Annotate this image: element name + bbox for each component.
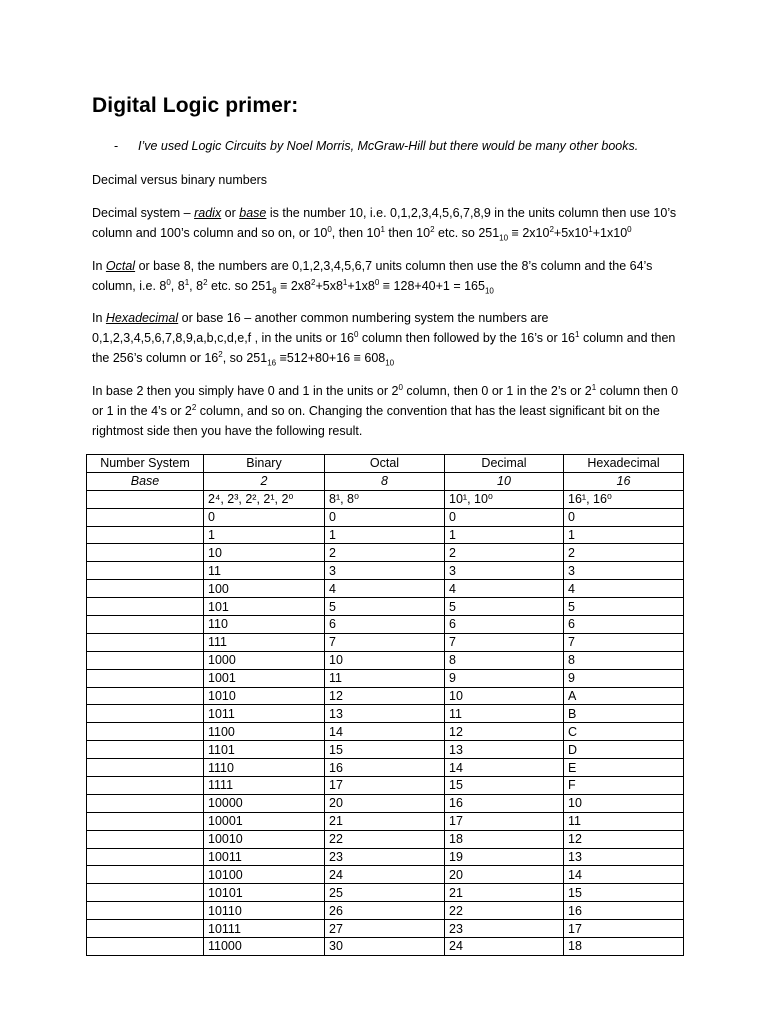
- decimal-cell: 14: [445, 759, 564, 777]
- binary-cell: 11: [204, 562, 325, 580]
- decimal-cell: 1: [445, 526, 564, 544]
- powers-binary: 2⁴, 2³, 2², 2¹, 2⁰: [204, 490, 325, 508]
- octal-cell: 13: [325, 705, 445, 723]
- hex-cell: 11: [564, 812, 684, 830]
- hex-cell: 4: [564, 580, 684, 598]
- binary-cell: 10001: [204, 812, 325, 830]
- octal-cell: 23: [325, 848, 445, 866]
- table-row: [87, 580, 684, 598]
- binary-cell: 10000: [204, 794, 325, 812]
- row-empty-cell: [87, 580, 204, 598]
- bullet-text: I’ve used Logic Circuits by Noel Morris, McGraw-Hill but there would be many other books.: [138, 139, 639, 153]
- octal-cell: 12: [325, 687, 445, 705]
- base-decimal: 10: [445, 472, 564, 490]
- binary-cell: 1000: [204, 651, 325, 669]
- binary-cell: 1001: [204, 669, 325, 687]
- row-empty-cell: [87, 705, 204, 723]
- decimal-cell: 0: [445, 508, 564, 526]
- table-row: [87, 759, 684, 777]
- row-empty-cell: [87, 633, 204, 651]
- base-hexadecimal: 16: [564, 472, 684, 490]
- base-binary: 2: [204, 472, 325, 490]
- octal-cell: 22: [325, 830, 445, 848]
- table-row: [87, 794, 684, 812]
- row-empty-cell: [87, 562, 204, 580]
- row-empty-cell: [87, 616, 204, 634]
- octal-cell: 7: [325, 633, 445, 651]
- hex-cell: 2: [564, 544, 684, 562]
- table-row: [87, 508, 684, 526]
- hex-cell: 8: [564, 651, 684, 669]
- hex-cell: 3: [564, 562, 684, 580]
- binary-cell: 0: [204, 508, 325, 526]
- binary-cell: 1011: [204, 705, 325, 723]
- binary-cell: 1100: [204, 723, 325, 741]
- decimal-cell: 9: [445, 669, 564, 687]
- row-empty-cell: [87, 687, 204, 705]
- row-empty-cell: [87, 812, 204, 830]
- table-row: [87, 723, 684, 741]
- decimal-cell: 4: [445, 580, 564, 598]
- binary-cell: 10111: [204, 920, 325, 938]
- binary-cell: 10101: [204, 884, 325, 902]
- row-empty-cell: [87, 848, 204, 866]
- table-row: [87, 616, 684, 634]
- octal-cell: 6: [325, 616, 445, 634]
- octal-cell: 17: [325, 777, 445, 795]
- hex-cell: C: [564, 723, 684, 741]
- octal-cell: 0: [325, 508, 445, 526]
- table-row: [87, 884, 684, 902]
- base-octal: 8: [325, 472, 445, 490]
- decimal-cell: 20: [445, 866, 564, 884]
- octal-cell: 26: [325, 902, 445, 920]
- octal-cell: 27: [325, 920, 445, 938]
- octal-cell: 30: [325, 938, 445, 956]
- number-system-table: [86, 454, 684, 956]
- decimal-cell: 15: [445, 777, 564, 795]
- decimal-cell: 18: [445, 830, 564, 848]
- hex-cell: A: [564, 687, 684, 705]
- row-empty-cell: [87, 723, 204, 741]
- row-empty-cell: [87, 794, 204, 812]
- header-hexadecimal: Hexadecimal: [564, 455, 684, 473]
- header-number-system: Number System: [87, 455, 204, 473]
- hex-cell: D: [564, 741, 684, 759]
- row-empty-cell: [87, 938, 204, 956]
- decimal-cell: 8: [445, 651, 564, 669]
- binary-cell: 1010: [204, 687, 325, 705]
- paragraph-hexadecimal: In Hexadecimal or base 16 – another common numbering system the numbers are 0,1,2,3,4,5,6,7,8,9,a,b,c,d,e,f , in the units or $16^0$ column then followed by the 16’s or $16^1$ column and then the 256’s column or $16^2$, so $251_{16} \equiv 512+80+16 \equiv 608_{10}$: [92, 311, 676, 368]
- octal-cell: 21: [325, 812, 445, 830]
- row-empty-cell: [87, 508, 204, 526]
- binary-cell: 100: [204, 580, 325, 598]
- table-row: [87, 830, 684, 848]
- row-empty-cell: [87, 741, 204, 759]
- row-empty-cell: [87, 866, 204, 884]
- table-row: [87, 633, 684, 651]
- section-heading: Decimal versus binary numbers: [92, 173, 268, 187]
- table-row: [87, 526, 684, 544]
- decimal-cell: 12: [445, 723, 564, 741]
- hex-cell: 1: [564, 526, 684, 544]
- binary-cell: 111: [204, 633, 325, 651]
- octal-cell: 3: [325, 562, 445, 580]
- page-title: Digital Logic primer:: [92, 94, 299, 117]
- octal-cell: 15: [325, 741, 445, 759]
- octal-cell: 16: [325, 759, 445, 777]
- row-empty-cell: [87, 830, 204, 848]
- hex-cell: E: [564, 759, 684, 777]
- binary-cell: 110: [204, 616, 325, 634]
- decimal-cell: 6: [445, 616, 564, 634]
- table-row: [87, 598, 684, 616]
- decimal-cell: 11: [445, 705, 564, 723]
- octal-cell: 10: [325, 651, 445, 669]
- octal-cell: 11: [325, 669, 445, 687]
- table-row: [87, 705, 684, 723]
- octal-cell: 2: [325, 544, 445, 562]
- table-row: [87, 866, 684, 884]
- decimal-cell: 19: [445, 848, 564, 866]
- hex-cell: 12: [564, 830, 684, 848]
- row-empty-cell: [87, 598, 204, 616]
- binary-cell: 1: [204, 526, 325, 544]
- decimal-cell: 17: [445, 812, 564, 830]
- hex-cell: 5: [564, 598, 684, 616]
- decimal-cell: 21: [445, 884, 564, 902]
- binary-cell: 10010: [204, 830, 325, 848]
- decimal-cell: 2: [445, 544, 564, 562]
- paragraph-octal: In Octal or base 8, the numbers are 0,1,2,3,4,5,6,7 units column then use the 8’s column and the 64’s column, i.e. $8^0$, $8^1$, $8^2$ etc. so $251_8 \equiv 2x8^2+5x8^1+1x8^0 \equiv 128+40+1 = 165_{10}$: [92, 259, 653, 296]
- row-empty-cell: [87, 759, 204, 777]
- octal-cell: 14: [325, 723, 445, 741]
- table-row: [87, 777, 684, 795]
- binary-cell: 101: [204, 598, 325, 616]
- row-empty-cell: [87, 777, 204, 795]
- octal-cell: 24: [325, 866, 445, 884]
- hex-cell: 18: [564, 938, 684, 956]
- row-empty-cell: [87, 544, 204, 562]
- binary-cell: 1110: [204, 759, 325, 777]
- hex-cell: 9: [564, 669, 684, 687]
- table-row: [87, 938, 684, 956]
- row-empty-cell: [87, 526, 204, 544]
- header-decimal: Decimal: [445, 455, 564, 473]
- hex-cell: 10: [564, 794, 684, 812]
- row-empty-cell: [87, 651, 204, 669]
- binary-cell: 1101: [204, 741, 325, 759]
- row-empty-cell: [87, 920, 204, 938]
- octal-cell: 5: [325, 598, 445, 616]
- table-row: [87, 920, 684, 938]
- decimal-cell: 23: [445, 920, 564, 938]
- decimal-cell: 5: [445, 598, 564, 616]
- table-row: [87, 812, 684, 830]
- powers-octal: 8¹, 8⁰: [325, 490, 445, 508]
- table-row: [87, 687, 684, 705]
- row-empty-cell: [87, 884, 204, 902]
- binary-cell: 10100: [204, 866, 325, 884]
- powers-empty-cell: [87, 490, 204, 508]
- octal-cell: 25: [325, 884, 445, 902]
- hex-cell: 16: [564, 902, 684, 920]
- binary-cell: 11000: [204, 938, 325, 956]
- decimal-cell: 13: [445, 741, 564, 759]
- powers-row: [87, 490, 684, 508]
- decimal-cell: 3: [445, 562, 564, 580]
- table-row: [87, 669, 684, 687]
- hex-cell: 14: [564, 866, 684, 884]
- decimal-cell: 7: [445, 633, 564, 651]
- octal-cell: 1: [325, 526, 445, 544]
- decimal-cell: 16: [445, 794, 564, 812]
- binary-cell: 10110: [204, 902, 325, 920]
- hex-cell: 15: [564, 884, 684, 902]
- binary-cell: 1111: [204, 777, 325, 795]
- paragraph-binary: In base 2 then you simply have 0 and 1 in the units or $2^0$ column, then 0 or 1 in the 2’s or $2^1$ column then 0 or 1 in the 4’s or $2^2$ column, and so on. Changing the convention that has the least significant bit on the rightmost side then you have the following result.: [92, 382, 679, 438]
- table-row: [87, 741, 684, 759]
- powers-hexadecimal: 16¹, 16⁰: [564, 490, 684, 508]
- hex-cell: F: [564, 777, 684, 795]
- binary-cell: 10: [204, 544, 325, 562]
- paragraph-decimal: Decimal system – radix or base is the number 10, i.e. 0,1,2,3,4,5,6,7,8,9 in the units column then use 10’s column and 100’s column and so on, or $10^0$, then $10^1$ then $10^2$ etc. so $251_{10} \equiv 2x10^2+5x10^1+1x10^0$: [92, 206, 677, 243]
- hex-cell: 17: [564, 920, 684, 938]
- bullet-item: [114, 139, 638, 153]
- decimal-cell: 24: [445, 938, 564, 956]
- table-row: [87, 848, 684, 866]
- base-label: Base: [87, 472, 204, 490]
- header-octal: Octal: [325, 455, 445, 473]
- octal-cell: 20: [325, 794, 445, 812]
- powers-decimal: 10¹, 10⁰: [445, 490, 564, 508]
- header-binary: Binary: [204, 455, 325, 473]
- binary-cell: 10011: [204, 848, 325, 866]
- row-empty-cell: [87, 669, 204, 687]
- octal-cell: 4: [325, 580, 445, 598]
- row-empty-cell: [87, 902, 204, 920]
- bullet-marker: -: [114, 139, 119, 153]
- table-row: [87, 651, 684, 669]
- hex-cell: 0: [564, 508, 684, 526]
- table-row: [87, 562, 684, 580]
- table-row: [87, 544, 684, 562]
- decimal-cell: 22: [445, 902, 564, 920]
- hex-cell: B: [564, 705, 684, 723]
- decimal-cell: 10: [445, 687, 564, 705]
- hex-cell: 7: [564, 633, 684, 651]
- hex-cell: 6: [564, 616, 684, 634]
- base-row: [87, 472, 684, 490]
- hex-cell: 13: [564, 848, 684, 866]
- table-header-row: [87, 455, 684, 473]
- table-row: [87, 902, 684, 920]
